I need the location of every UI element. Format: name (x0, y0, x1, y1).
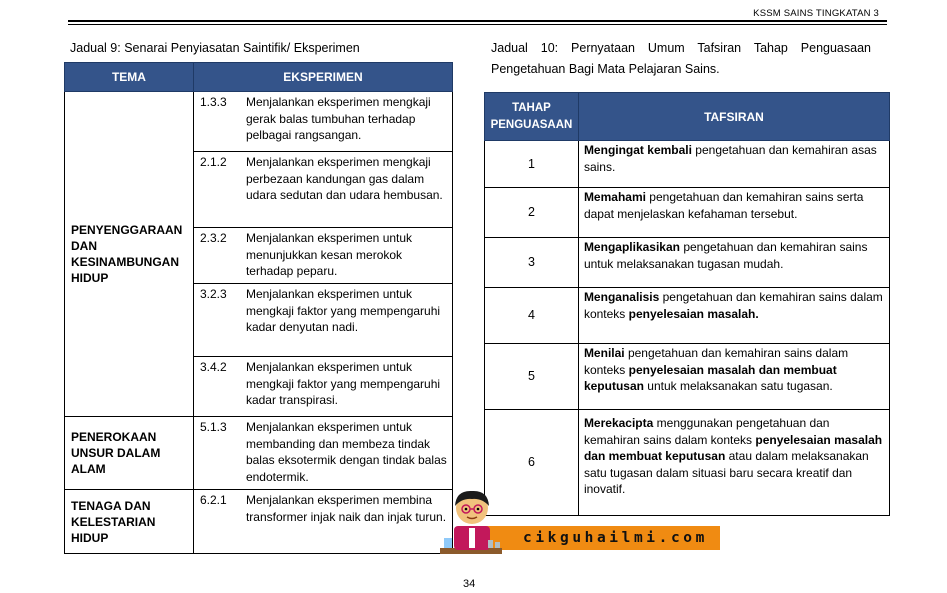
tahap-cell: 2 (485, 188, 579, 238)
tafsiran-keyword: Mengaplikasikan (583, 240, 680, 254)
tafsiran-text: menggunakan pengetahuan dan kemahiran sains dalam konteks (583, 416, 830, 447)
tafsiran-keyword: Menilai (583, 346, 625, 360)
tafsiran-text: pengetahuan dan kemahiran sains untuk melaksanakan tugasan mudah. (583, 240, 868, 271)
tahap-cell: 1 (485, 141, 579, 188)
experiment-text: Menjalankan eksperimen mengkaji perbezaan kandungan gas dalam udara sedutan dan udara hembusan. (245, 155, 443, 202)
tafsiran-text: pengetahuan dan kemahiran sains dalam konteks (583, 346, 849, 377)
tafsiran-cell (578, 288, 889, 344)
tafsiran-text-2: atau dalam melaksanakan satu tugasan dalam situasi baru secara kreatif dan inovatif. (583, 449, 869, 496)
mascot-icon (436, 486, 508, 558)
tafsiran-cell (578, 344, 889, 410)
tafsiran-text: pengetahuan dan kemahiran sains dalam konteks (583, 290, 883, 321)
experiment-text: Menjalankan eksperimen membina transformer injak naik dan injak turun. (245, 493, 447, 524)
experiment-code: 3.2.3 (199, 287, 227, 301)
tafsiran-cell (578, 141, 889, 188)
table10-mastery-levels (484, 92, 890, 516)
tafsiran-keyword: Merekacipta (583, 416, 654, 430)
experiment-code: 3.4.2 (199, 360, 227, 374)
tema-cell: PENYENGGARAAN DAN KESINAMBUNGAN HIDUP (65, 92, 194, 417)
experiment-cell (193, 417, 452, 490)
tafsiran-keyword-2: penyelesaian masalah dan membuat keputusan (583, 432, 883, 463)
experiment-cell (193, 490, 452, 554)
header-rule (68, 20, 887, 22)
tafsiran-keyword: Menganalisis (583, 290, 660, 304)
tafsiran-cell (578, 188, 889, 238)
running-header: KSSM SAINS TINGKATAN 3 (753, 8, 879, 19)
tafsiran-keyword-2: penyelesaian masalah. (628, 306, 759, 321)
header-rule-thin (68, 24, 887, 25)
experiment-code: 6.2.1 (199, 493, 227, 507)
experiment-text: Menjalankan eksperimen untuk membanding dan membeza tindak balas eksotermik dengan tindak balas endotermik. (245, 420, 447, 484)
table9-header-eksperimen: EKSPERIMEN (193, 63, 452, 92)
experiment-text: Menjalankan eksperimen untuk menunjukkan kesan merokok terhadap peparu. (245, 231, 413, 278)
tafsiran-keyword: Mengingat kembali (583, 143, 692, 157)
tafsiran-text: pengetahuan dan kemahiran sains serta dapat menjelaskan kefahaman tersebut. (583, 190, 864, 221)
table9-experiments (64, 62, 453, 554)
tahap-cell: 3 (485, 238, 579, 288)
experiment-code: 5.1.3 (199, 420, 227, 434)
tema-cell: PENEROKAAN UNSUR DALAM ALAM (65, 417, 194, 490)
table9-header-tema: TEMA (65, 63, 194, 92)
tafsiran-keyword-2: penyelesaian masalah dan membuat keputusan (583, 362, 837, 393)
experiment-text: Menjalankan eksperimen untuk mengkaji faktor yang mempengaruhi kadar denyutan nadi. (245, 287, 441, 334)
tafsiran-keyword: Memahami (583, 190, 646, 204)
tahap-cell: 4 (485, 288, 579, 344)
tahap-cell: 5 (485, 344, 579, 410)
experiment-text: Menjalankan eksperimen untuk mengkaji faktor yang mempengaruhi kadar transpirasi. (245, 360, 441, 407)
tafsiran-cell (578, 410, 889, 516)
tafsiran-cell (578, 238, 889, 288)
table10-header-tafsiran: TAFSIRAN (578, 93, 889, 141)
tafsiran-text: pengetahuan dan kemahiran asas sains. (583, 143, 877, 174)
page-number: 34 (463, 578, 476, 590)
watermark-banner: cikguhailmi.com (477, 526, 720, 550)
tafsiran-text-2: untuk melaksanakan satu tugasan. (643, 379, 833, 393)
experiment-cell (193, 228, 452, 284)
tahap-cell: 6 (485, 410, 579, 516)
table9-caption: Jadual 9: Senarai Penyiasatan Saintifik/ Eksperimen (70, 41, 360, 55)
experiment-text: Menjalankan eksperimen mengkaji gerak balas tumbuhan terhadap pelbagai rangsangan. (245, 95, 431, 142)
experiment-cell (193, 92, 452, 152)
experiment-cell (193, 357, 452, 417)
experiment-cell (193, 284, 452, 357)
experiment-cell (193, 152, 452, 228)
table10-caption: Jadual 10: Pernyataan Umum Tafsiran Tahap Penguasaan Pengetahuan Bagi Mata Pelajaran Sains. (491, 41, 871, 76)
table10-header-tahap: TAHAP PENGUASAAN (485, 93, 579, 141)
experiment-code: 1.3.3 (199, 95, 227, 109)
experiment-code: 2.3.2 (199, 231, 227, 245)
tema-cell: TENAGA DAN KELESTARIAN HIDUP (65, 490, 194, 554)
experiment-code: 2.1.2 (199, 155, 227, 169)
